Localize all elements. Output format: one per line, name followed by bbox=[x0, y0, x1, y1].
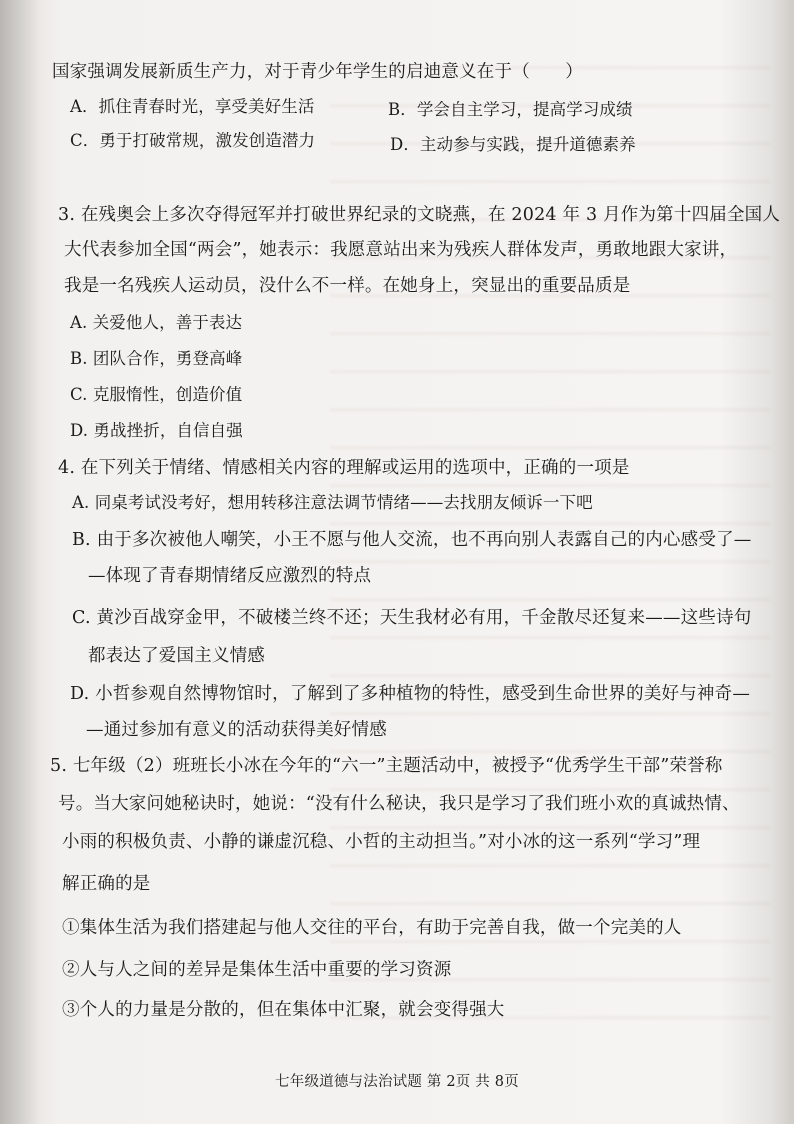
page-footer: 七年级道德与法治试题 第 2页 共 8页 bbox=[275, 1074, 519, 1090]
question-3-option-b: B. 团队合作，勇登高峰 bbox=[70, 349, 243, 368]
question-5-item-3: ③个人的力量是分散的，但在集体中汇聚，就会变得强大 bbox=[62, 1000, 505, 1020]
question-5-stem-line2: 号。当大家问她秘诀时，她说：“没有什么秘诀，我只是学习了我们班小欢的真诚热情、 bbox=[58, 794, 740, 814]
question-3-option-d: D. 勇战挫折，自信自强 bbox=[70, 421, 243, 440]
question-4-option-c-line1: C. 黄沙百战穿金甲，不破楼兰终不还；天生我材必有用，千金散尽还复来——这些诗句 bbox=[72, 608, 752, 628]
question-4-option-d-line1: D. 小哲参观自然博物馆时，了解到了多种植物的特性，感受到生命世界的美好与神奇— bbox=[70, 684, 751, 704]
question-4-option-c-line2: 都表达了爱国主义情感 bbox=[88, 646, 265, 666]
question-prev-option-c: C．勇于打破常规，激发创造潜力 bbox=[70, 131, 316, 150]
question-prev-option-d: D．主动参与实践，提升道德素养 bbox=[390, 135, 636, 154]
question-3-option-c: C. 克服惰性，创造价值 bbox=[70, 385, 243, 404]
question-4-option-a: A. 同桌考试没考好，想用转移注意法调节情绪——去找朋友倾诉一下吧 bbox=[72, 493, 593, 512]
question-prev-option-a: A．抓住青春时光，享受美好生活 bbox=[70, 97, 315, 116]
question-5-item-1: ①集体生活为我们搭建起与他人交往的平台，有助于完善自我，做一个完美的人 bbox=[62, 918, 682, 938]
question-prev-option-b: B．学会自主学习，提高学习成绩 bbox=[388, 100, 633, 119]
question-5-stem-line1: 5. 七年级（2）班班长小冰在今年的“六一”主题活动中，被授予“优秀学生干部”荣誉称 bbox=[50, 756, 723, 776]
question-5-item-2: ②人与人之间的差异是集体生活中重要的学习资源 bbox=[62, 960, 452, 980]
question-3-stem-line3: 我是一名残疾人运动员，没什么不一样。在她身上，突显出的重要品质是 bbox=[64, 276, 631, 296]
question-4-option-b-line1: B. 由于多次被他人嘲笑，小王不愿与他人交流，也不再向别人表露自己的内心感受了— bbox=[72, 530, 752, 550]
question-5-stem-line3: 小雨的积极负责、小静的谦虚沉稳、小哲的主动担当。”对小冰的这一系列“学习”理 bbox=[62, 832, 701, 852]
question-3-stem-line1: 3. 在残奥会上多次夺得冠军并打破世界纪录的文晓燕，在 2024 年 3 月作为第十四届全国人 bbox=[58, 205, 781, 225]
question-5-stem-line4: 解正确的是 bbox=[62, 874, 151, 894]
question-3-option-a: A. 关爱他人，善于表达 bbox=[70, 313, 243, 332]
question-3-stem-line2: 大代表参加全国“两会”，她表示：我愿意站出来为残疾人群体发声，勇敢地跟大家讲， bbox=[64, 240, 738, 260]
question-4-option-d-line2: —通过参加有意义的活动获得美好情感 bbox=[86, 720, 387, 740]
question-4-stem: 4. 在下列关于情绪、情感相关内容的理解或运用的选项中，正确的一项是 bbox=[58, 458, 630, 478]
question-prev-stem: 国家强调发展新质生产力，对于青少年学生的启迪意义在于（ ） bbox=[52, 62, 583, 82]
question-4-option-b-line2: —体现了青春期情绪反应激烈的特点 bbox=[88, 566, 372, 586]
